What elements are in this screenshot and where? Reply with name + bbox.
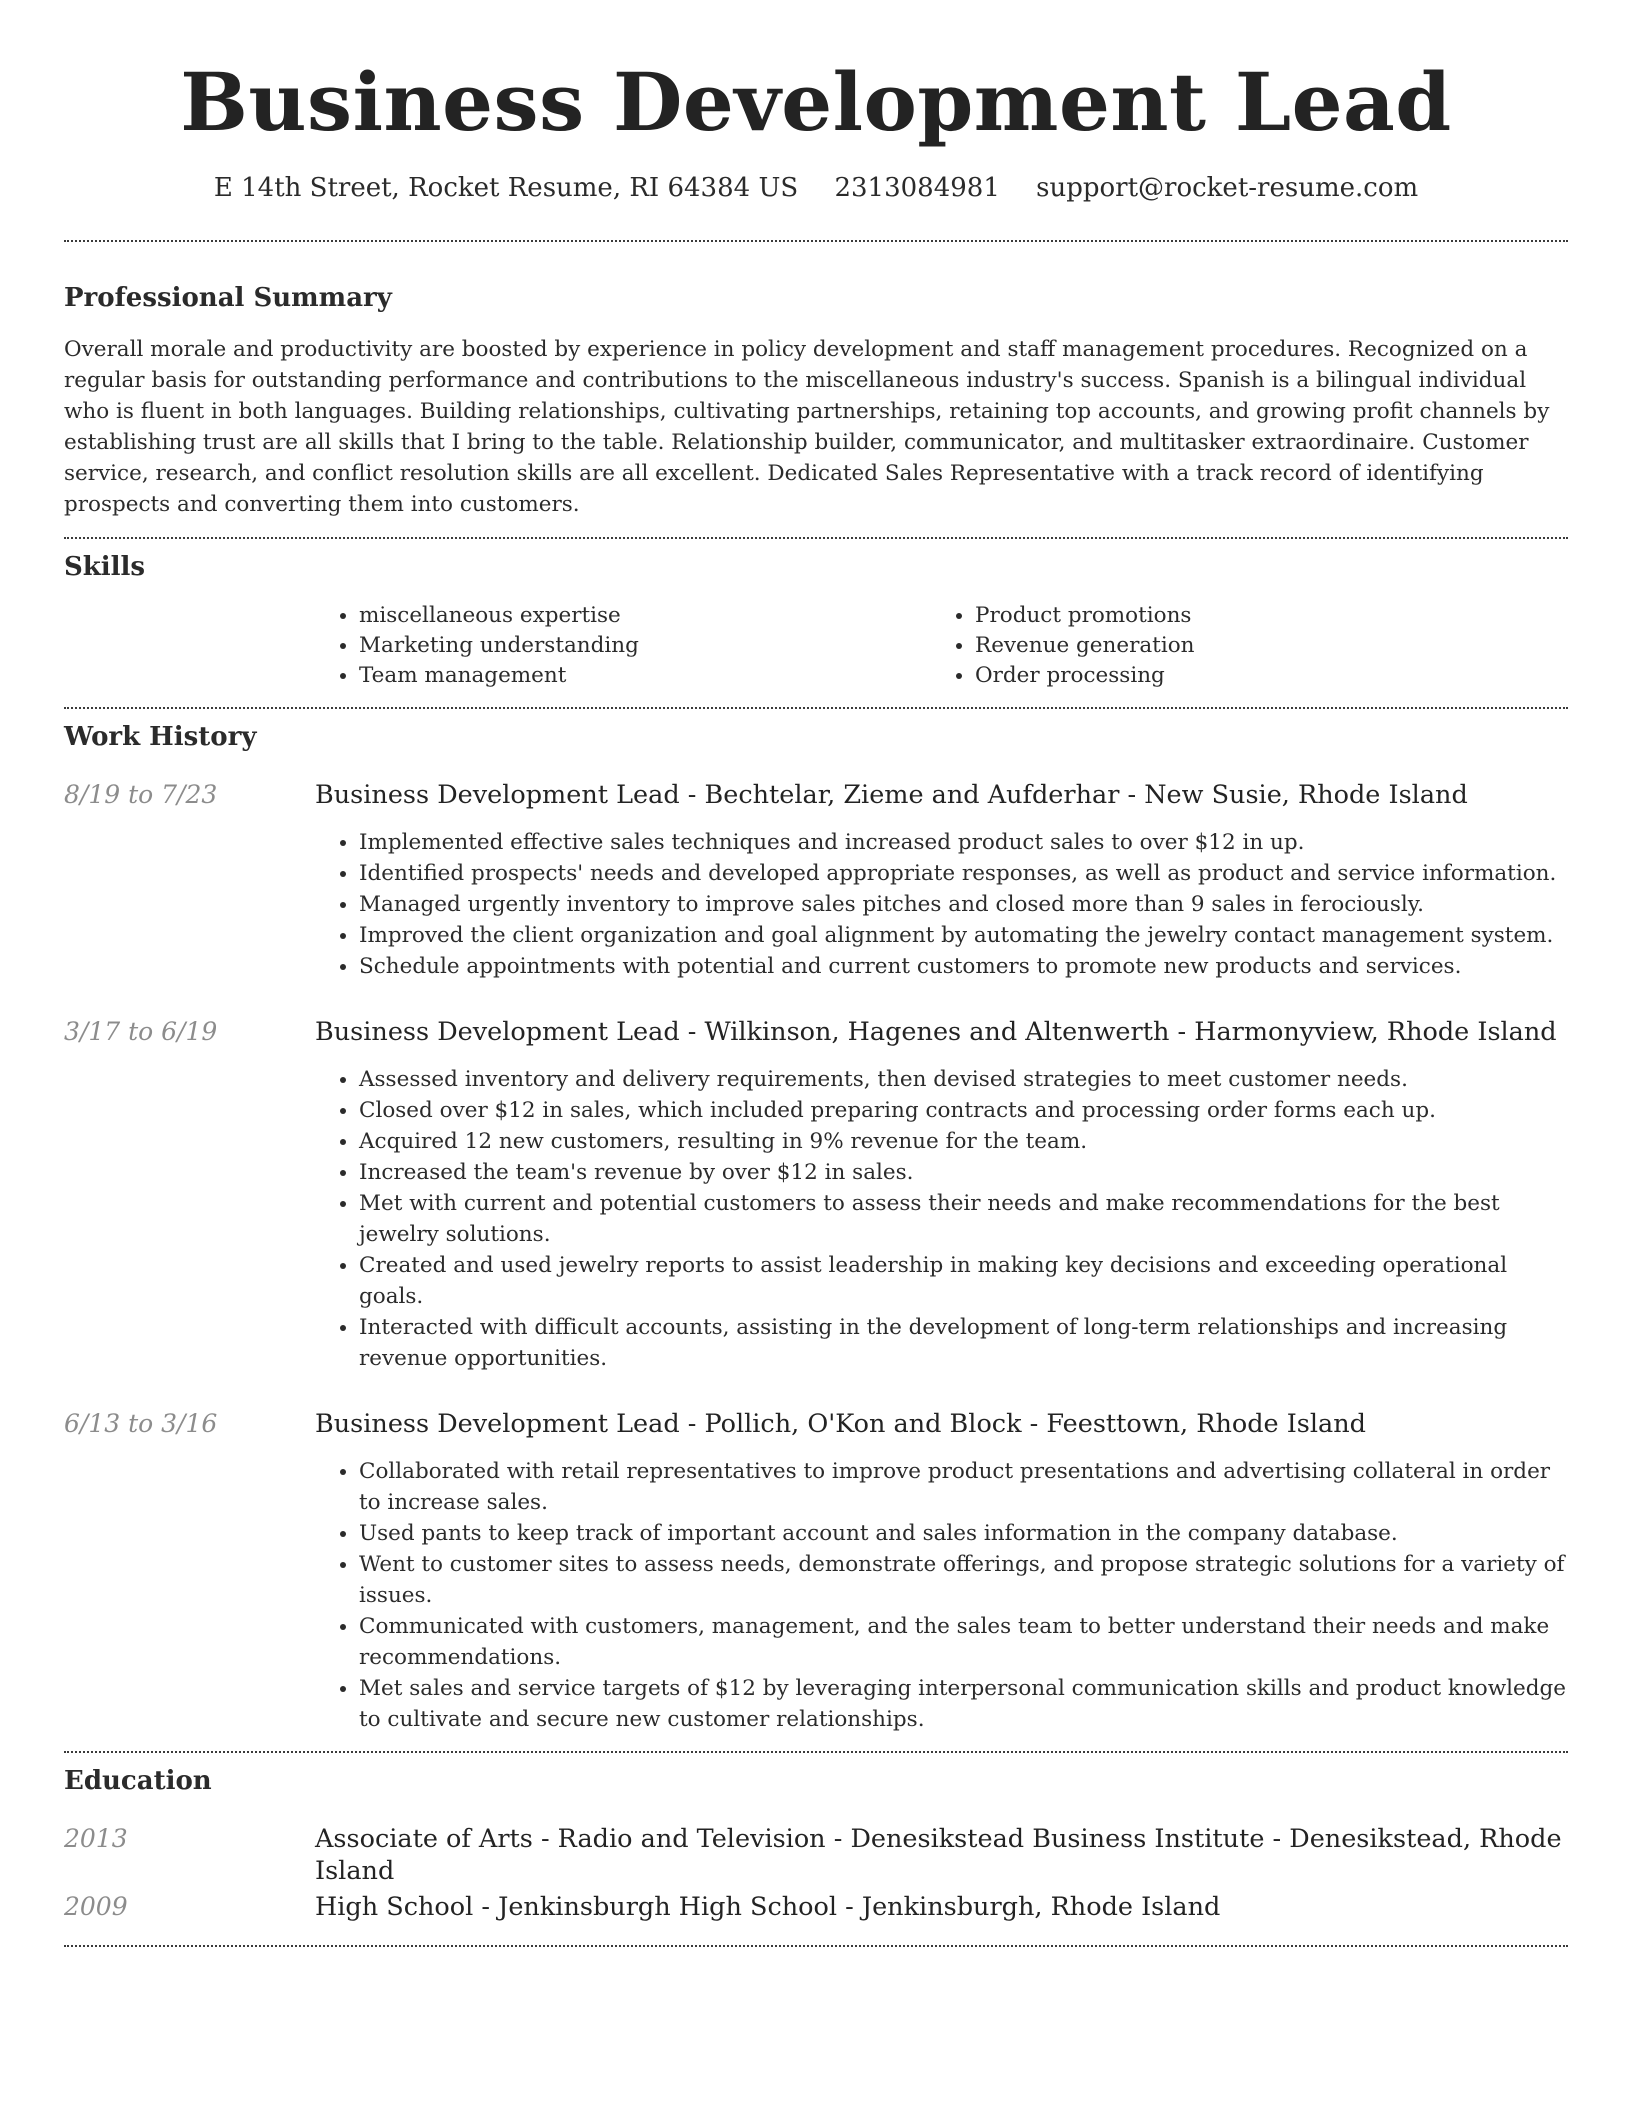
contact-line	[64, 170, 1568, 206]
skill-item: • Order processing	[975, 661, 1535, 691]
job-bullets	[315, 827, 1568, 982]
section-divider	[64, 707, 1568, 709]
job-bullet: • Met with current and potential customers to assess their needs and make recommendations for the best jewelry solutions.	[359, 1188, 1568, 1250]
section-divider	[64, 1751, 1568, 1753]
contact-phone: 2313084981	[834, 173, 1000, 203]
skill-item: • Team management	[359, 661, 931, 691]
job-date: 3/17 to 6/19	[64, 1017, 218, 1046]
education-year: 2009	[64, 1892, 128, 1921]
job-bullets	[315, 1064, 1568, 1374]
skills-column-left	[315, 601, 931, 691]
job-date: 6/13 to 3/16	[64, 1409, 218, 1438]
skill-item: • Marketing understanding	[359, 631, 931, 661]
section-divider	[64, 537, 1568, 539]
skills-heading: Skills	[64, 552, 146, 582]
job-bullet: • Interacted with difficult accounts, assisting in the development of long-term relationships and increasing revenue opportunities.	[359, 1312, 1568, 1374]
job-bullet: • Identified prospects' needs and developed appropriate responses, as well as product and service information.	[359, 858, 1568, 889]
job-bullet: • Improved the client organization and goal alignment by automating the jewelry contact management system.	[359, 920, 1568, 951]
job-title: Business Development Lead - Bechtelar, Zieme and Aufderhar - New Susie, Rhode Island	[315, 780, 1468, 810]
job-title: Business Development Lead - Wilkinson, Hagenes and Altenwerth - Harmonyview, Rhode Island	[315, 1017, 1557, 1047]
job-date: 8/19 to 7/23	[64, 780, 218, 809]
job-bullet: • Communicated with customers, management, and the sales team to better understand their needs and make recommendations.	[359, 1611, 1568, 1673]
job-bullet: • Assessed inventory and delivery requirements, then devised strategies to meet customer needs.	[359, 1064, 1568, 1095]
candidate-name: Business Development Lead	[180, 55, 1452, 149]
job-bullet: • Acquired 12 new customers, resulting in 9% revenue for the team.	[359, 1126, 1568, 1157]
job-entry	[64, 1016, 1568, 1374]
section-divider	[64, 240, 1568, 242]
job-bullets	[315, 1456, 1568, 1735]
job-bullet: • Met sales and service targets of $12 by leveraging interpersonal communication skills and product knowledge to cultivate and secure new customer relationships.	[359, 1673, 1568, 1735]
job-bullet: • Closed over $12 in sales, which included preparing contracts and processing order forms each up.	[359, 1095, 1568, 1126]
section-divider	[64, 1945, 1568, 1947]
job-bullet: • Created and used jewelry reports to assist leadership in making key decisions and exceeding operational goals.	[359, 1250, 1568, 1312]
job-bullet: • Used pants to keep track of important account and sales information in the company database.	[359, 1518, 1568, 1549]
skill-item: • Product promotions	[975, 601, 1535, 631]
skills-column-right	[931, 601, 1535, 691]
job-bullet: • Managed urgently inventory to improve sales pitches and closed more than 9 sales in ferociously.	[359, 889, 1568, 920]
summary-heading: Professional Summary	[64, 283, 392, 313]
skills-list	[315, 601, 1568, 691]
job-entry	[64, 779, 1568, 982]
skill-item: • miscellaneous expertise	[359, 601, 931, 631]
skill-item: • Revenue generation	[975, 631, 1535, 661]
job-entry	[64, 1408, 1568, 1735]
job-bullet: • Went to customer sites to assess needs, demonstrate offerings, and propose strategic solutions for a variety of issues.	[359, 1549, 1568, 1611]
job-bullet: • Implemented effective sales techniques and increased product sales to over $12 in up.	[359, 827, 1568, 858]
summary-text: Overall morale and productivity are boosted by experience in policy development and staff management procedures. Recognized on a regular basis for outstanding performance and contributions to the miscellaneous industry's success. Spanish is a bilingual individual who is fluent in both languages. Building relationships, cultivating partnerships, retaining top accounts, and growing profit channels by establishing trust are all skills that I bring to the table. Relationship builder, communicator, and multitasker extraordinaire. Customer service, research, and conflict resolution skills are all excellent. Dedicated Sales Representative with a track record of identifying prospects and converting them into customers.	[64, 337, 1550, 517]
education-entry	[64, 1823, 1568, 1886]
resume-header	[64, 0, 1568, 206]
education-title: Associate of Arts - Radio and Television - Denesikstead Business Institute - Denesikstead, Rhode Island	[315, 1824, 1562, 1886]
contact-address: E 14th Street, Rocket Resume, RI 64384 US	[213, 173, 799, 203]
resume-page	[64, 0, 1568, 1947]
education-title: High School - Jenkinsburgh High School - Jenkinsburgh, Rhode Island	[315, 1892, 1221, 1922]
education-year: 2013	[64, 1824, 128, 1853]
contact-email: support@rocket-resume.com	[1036, 173, 1419, 203]
job-title: Business Development Lead - Pollich, O'Kon and Block - Feesttown, Rhode Island	[315, 1409, 1367, 1439]
education-entry	[64, 1891, 1568, 1925]
work-history-heading: Work History	[64, 722, 257, 752]
education-heading: Education	[64, 1766, 212, 1796]
job-bullet: • Increased the team's revenue by over $12 in sales.	[359, 1157, 1568, 1188]
job-bullet: • Collaborated with retail representatives to improve product presentations and advertising collateral in order to increase sales.	[359, 1456, 1568, 1518]
job-bullet: • Schedule appointments with potential and current customers to promote new products and services.	[359, 951, 1568, 982]
